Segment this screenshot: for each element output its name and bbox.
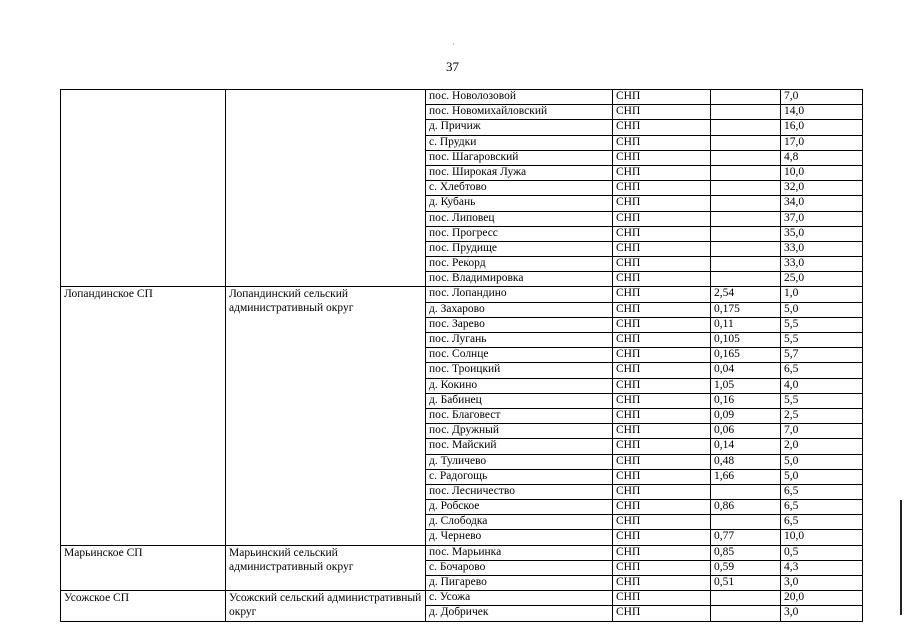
- distance-cell: 5,0: [781, 469, 863, 484]
- value-cell: 0,105: [711, 333, 781, 348]
- type-cell: СНП: [613, 378, 711, 393]
- distance-cell: 4,3: [781, 560, 863, 575]
- type-cell: СНП: [613, 196, 711, 211]
- settlement-cell: д. Добричек: [426, 606, 613, 621]
- settlement-cell: пос. Марьинка: [426, 545, 613, 560]
- table-row: [61, 90, 863, 105]
- distance-cell: 33,0: [781, 241, 863, 256]
- settlement-cell: пос. Липовец: [426, 211, 613, 226]
- distance-cell: 5,0: [781, 454, 863, 469]
- settlements-table-body: [61, 90, 863, 622]
- type-cell: СНП: [613, 363, 711, 378]
- distance-cell: 5,7: [781, 348, 863, 363]
- value-cell: 0,04: [711, 363, 781, 378]
- value-cell: [711, 196, 781, 211]
- type-cell: СНП: [613, 408, 711, 423]
- distance-cell: 0,5: [781, 545, 863, 560]
- value-cell: 1,66: [711, 469, 781, 484]
- distance-cell: 6,5: [781, 515, 863, 530]
- settlement-cell: д. Кокино: [426, 378, 613, 393]
- distance-cell: 6,5: [781, 500, 863, 515]
- settlement-cell: пос. Новолозовой: [426, 90, 613, 105]
- distance-cell: 6,5: [781, 484, 863, 499]
- district-cell: Усожский сельский административный округ: [226, 591, 426, 621]
- value-cell: [711, 181, 781, 196]
- distance-cell: 14,0: [781, 105, 863, 120]
- settlement-cell: пос. Солнце: [426, 348, 613, 363]
- municipality-cell: [61, 90, 226, 287]
- scan-edge-mark: [900, 500, 902, 615]
- value-cell: [711, 135, 781, 150]
- distance-cell: 35,0: [781, 226, 863, 241]
- table-row: [61, 287, 863, 302]
- distance-cell: 5,5: [781, 333, 863, 348]
- municipality-cell: Усожское СП: [61, 591, 226, 621]
- distance-cell: 37,0: [781, 211, 863, 226]
- value-cell: 1,05: [711, 378, 781, 393]
- type-cell: СНП: [613, 90, 711, 105]
- settlement-cell: д. Туличево: [426, 454, 613, 469]
- type-cell: СНП: [613, 333, 711, 348]
- value-cell: [711, 257, 781, 272]
- distance-cell: 4,8: [781, 150, 863, 165]
- distance-cell: 34,0: [781, 196, 863, 211]
- distance-cell: 4,0: [781, 378, 863, 393]
- distance-cell: 5,0: [781, 302, 863, 317]
- distance-cell: 17,0: [781, 135, 863, 150]
- settlement-cell: д. Слободка: [426, 515, 613, 530]
- distance-cell: 1,0: [781, 287, 863, 302]
- type-cell: СНП: [613, 105, 711, 120]
- settlement-cell: с. Хлебтово: [426, 181, 613, 196]
- type-cell: СНП: [613, 560, 711, 575]
- settlement-cell: д. Захарово: [426, 302, 613, 317]
- scan-speck: ·: [452, 40, 455, 49]
- type-cell: СНП: [613, 150, 711, 165]
- distance-cell: 33,0: [781, 257, 863, 272]
- type-cell: СНП: [613, 454, 711, 469]
- type-cell: СНП: [613, 135, 711, 150]
- distance-cell: 16,0: [781, 120, 863, 135]
- settlement-cell: д. Бабинец: [426, 393, 613, 408]
- value-cell: 0,06: [711, 424, 781, 439]
- district-cell: Лопандинский сельский административный округ: [226, 287, 426, 545]
- settlement-cell: пос. Дружный: [426, 424, 613, 439]
- value-cell: 0,59: [711, 560, 781, 575]
- value-cell: [711, 591, 781, 606]
- settlement-cell: пос. Майский: [426, 439, 613, 454]
- value-cell: 0,14: [711, 439, 781, 454]
- settlements-table: [60, 89, 863, 622]
- settlement-cell: с. Бочарово: [426, 560, 613, 575]
- settlement-cell: пос. Троицкий: [426, 363, 613, 378]
- settlement-cell: пос. Лугань: [426, 333, 613, 348]
- type-cell: СНП: [613, 545, 711, 560]
- distance-cell: 3,0: [781, 576, 863, 591]
- type-cell: СНП: [613, 500, 711, 515]
- type-cell: СНП: [613, 515, 711, 530]
- value-cell: [711, 484, 781, 499]
- distance-cell: 10,0: [781, 165, 863, 180]
- settlement-cell: пос. Новомихайловский: [426, 105, 613, 120]
- table-row: [61, 591, 863, 606]
- value-cell: [711, 515, 781, 530]
- municipality-cell: Лопандинское СП: [61, 287, 226, 545]
- type-cell: СНП: [613, 120, 711, 135]
- settlement-cell: пос. Прогресс: [426, 226, 613, 241]
- type-cell: СНП: [613, 439, 711, 454]
- type-cell: СНП: [613, 272, 711, 287]
- settlement-cell: д. Кубань: [426, 196, 613, 211]
- type-cell: СНП: [613, 469, 711, 484]
- type-cell: СНП: [613, 606, 711, 621]
- settlement-cell: д. Причиж: [426, 120, 613, 135]
- table-row: [61, 545, 863, 560]
- settlement-cell: с. Радогощь: [426, 469, 613, 484]
- district-cell: Марьинский сельский административный округ: [226, 545, 426, 591]
- distance-cell: 7,0: [781, 424, 863, 439]
- type-cell: СНП: [613, 181, 711, 196]
- settlement-cell: пос. Лопандино: [426, 287, 613, 302]
- value-cell: [711, 272, 781, 287]
- value-cell: 0,11: [711, 317, 781, 332]
- settlement-cell: пос. Прудище: [426, 241, 613, 256]
- distance-cell: 7,0: [781, 90, 863, 105]
- value-cell: [711, 241, 781, 256]
- distance-cell: 10,0: [781, 530, 863, 545]
- settlement-cell: пос. Владимировка: [426, 272, 613, 287]
- type-cell: СНП: [613, 424, 711, 439]
- type-cell: СНП: [613, 257, 711, 272]
- type-cell: СНП: [613, 530, 711, 545]
- distance-cell: 20,0: [781, 591, 863, 606]
- type-cell: СНП: [613, 226, 711, 241]
- settlement-cell: пос. Шагаровский: [426, 150, 613, 165]
- distance-cell: 3,0: [781, 606, 863, 621]
- type-cell: СНП: [613, 591, 711, 606]
- settlement-cell: с. Прудки: [426, 135, 613, 150]
- value-cell: [711, 150, 781, 165]
- distance-cell: 2,0: [781, 439, 863, 454]
- type-cell: СНП: [613, 393, 711, 408]
- type-cell: СНП: [613, 241, 711, 256]
- type-cell: СНП: [613, 211, 711, 226]
- value-cell: 0,86: [711, 500, 781, 515]
- type-cell: СНП: [613, 317, 711, 332]
- value-cell: 2,54: [711, 287, 781, 302]
- distance-cell: 5,5: [781, 317, 863, 332]
- value-cell: [711, 120, 781, 135]
- distance-cell: 6,5: [781, 363, 863, 378]
- municipality-cell: Марьинское СП: [61, 545, 226, 591]
- value-cell: [711, 211, 781, 226]
- value-cell: 0,16: [711, 393, 781, 408]
- value-cell: 0,165: [711, 348, 781, 363]
- type-cell: СНП: [613, 302, 711, 317]
- value-cell: 0,175: [711, 302, 781, 317]
- distance-cell: 25,0: [781, 272, 863, 287]
- settlement-cell: пос. Рекорд: [426, 257, 613, 272]
- value-cell: 0,51: [711, 576, 781, 591]
- type-cell: СНП: [613, 484, 711, 499]
- district-cell: [226, 90, 426, 287]
- type-cell: СНП: [613, 287, 711, 302]
- type-cell: СНП: [613, 165, 711, 180]
- settlement-cell: пос. Широкая Лужа: [426, 165, 613, 180]
- settlement-cell: с. Усожа: [426, 591, 613, 606]
- settlement-cell: д. Чернево: [426, 530, 613, 545]
- value-cell: [711, 105, 781, 120]
- page-number: 37: [446, 59, 459, 74]
- settlement-cell: д. Робское: [426, 500, 613, 515]
- value-cell: 0,48: [711, 454, 781, 469]
- value-cell: 0,85: [711, 545, 781, 560]
- distance-cell: 5,5: [781, 393, 863, 408]
- value-cell: 0,09: [711, 408, 781, 423]
- value-cell: 0,77: [711, 530, 781, 545]
- distance-cell: 32,0: [781, 181, 863, 196]
- type-cell: СНП: [613, 348, 711, 363]
- value-cell: [711, 90, 781, 105]
- settlement-cell: пос. Благовест: [426, 408, 613, 423]
- value-cell: [711, 606, 781, 621]
- settlement-cell: пос. Зарево: [426, 317, 613, 332]
- type-cell: СНП: [613, 576, 711, 591]
- settlement-cell: д. Пигарево: [426, 576, 613, 591]
- settlement-cell: пос. Лесничество: [426, 484, 613, 499]
- distance-cell: 2,5: [781, 408, 863, 423]
- value-cell: [711, 165, 781, 180]
- value-cell: [711, 226, 781, 241]
